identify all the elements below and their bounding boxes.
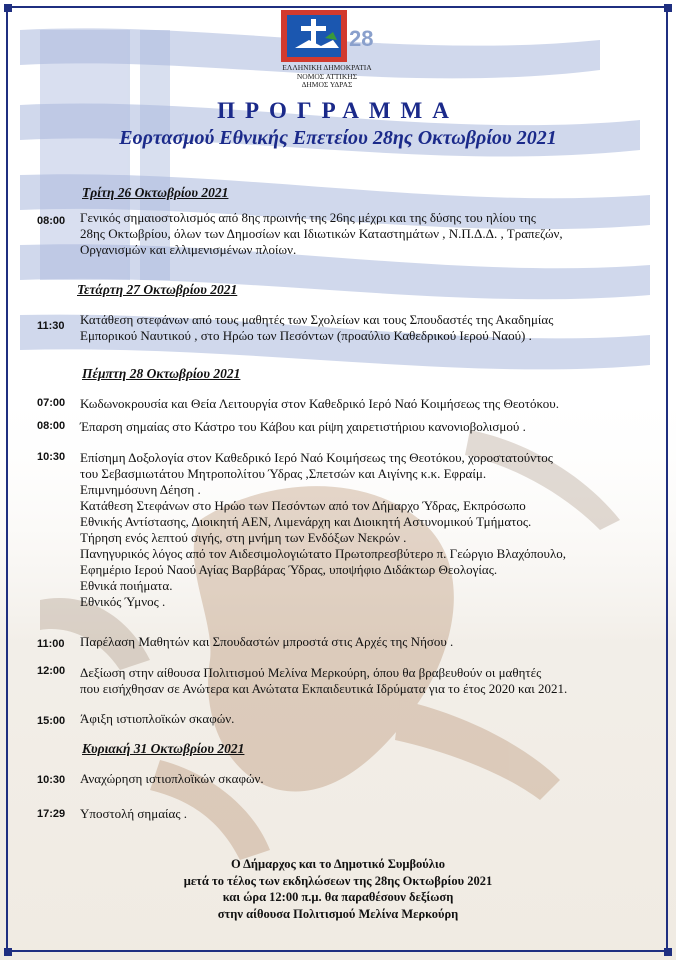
agency-line: ΕΛΛΗΝΙΚΗ ΔΗΜΟΚΡΑΤΙΑ xyxy=(282,63,372,72)
event-time: 10:30 xyxy=(37,774,66,786)
event-line: Κατάθεση Στεφάνων στο Ηρώο των Πεσόντων από τον Δήμαρχο Ύδρας, Εκπρόσωπο xyxy=(80,498,526,513)
page-title: ΠΡΟΓΡΑΜΜΑ xyxy=(217,98,459,123)
closing-line: Ο Δήμαρχος και το Δημοτικό Συμβούλιο xyxy=(230,857,446,871)
closing-line: στην αίθουσα Πολιτισμού Μελίνα Μερκούρη xyxy=(217,906,459,921)
event-description xyxy=(80,396,660,412)
event-line: Άφιξη ιστιοπλοϊκών σκαφών. xyxy=(80,711,235,726)
event-time: 08:00 xyxy=(37,215,66,227)
event-line: 28ης Οκτωβρίου, όλων των Δημοσίων και Ιδιωτικών Καταστημάτων , Ν.Π.Δ.Δ. , Τραπεζών, xyxy=(80,226,563,241)
agency-line: ΔΗΜΟΣ ΥΔΡΑΣ xyxy=(301,80,353,89)
event-time: 07:00 xyxy=(37,397,66,409)
event-description xyxy=(80,634,660,650)
event-line: Γενικός σημαιοστολισμός από 8ης πρωινής της 26ης μέχρι και της δύσης του ηλίου της xyxy=(80,210,536,225)
event-line: Εθνικά ποιήματα. xyxy=(80,578,173,593)
event-time: 11:00 xyxy=(37,638,65,650)
event-line: Δεξίωση στην αίθουσα Πολιτισμού Μελίνα Μερκούρη, όπου θα βραβευθούν οι μαθητές xyxy=(80,665,542,680)
day-heading: Κυριακή 31 Οκτωβρίου 2021 xyxy=(82,741,245,756)
event-line: Τήρηση ενός λεπτού σιγής, στη μνήμη των Ενδόξων Νεκρών . xyxy=(80,530,407,545)
event-line: Κατάθεση στεφάνων από τους μαθητές των Σχολείων και τους Σπουδαστές της Ακαδημίας xyxy=(80,312,554,327)
event-line: Εφημέριο Ιερού Ναού Αγίας Βαρβάρας Ύδρας, υποψήφιο Διδάκτωρ Θεολογίας. xyxy=(80,562,498,577)
event-description xyxy=(80,419,660,435)
event-time: 17:29 xyxy=(37,808,66,820)
event-description xyxy=(80,665,660,697)
event-line: του Σεβασμιωτάτου Μητροπολίτου Ύδρας ,Σπετσών και Αιγίνης κ.κ. Εφραίμ. xyxy=(80,466,487,481)
day-heading: Πέμπτη 28 Οκτωβρίου 2021 xyxy=(82,366,241,381)
event-line: Εθνικής Αντίστασης, Διοικητή ΑΕΝ, Λιμενάρχη και Διοικητή Αστυνομικού Τμήματος. xyxy=(80,514,532,529)
event-line: που εισήχθησαν σε Ανώτερα και Ανώτατα Εκπαιδευτικά Ιδρύματα για το έτος 2020 και 2021. xyxy=(80,681,568,696)
event-line: Αναχώρηση ιστιοπλοϊκών σκαφών. xyxy=(80,771,264,786)
event-line: Πανηγυρικός λόγος από τον Αιδεσιμολογιώτατο Πρωτοπρεσβύτερο π. Γεώργιο Βλαχόπουλο, xyxy=(80,546,567,561)
event-line: Έπαρση σημαίας στο Κάστρο του Κάβου και ρίψη χαιρετιστήριου κανονιοβολισμού . xyxy=(80,419,526,434)
event-time: 15:00 xyxy=(37,715,66,727)
day-heading: Τετάρτη 27 Οκτωβρίου 2021 xyxy=(77,282,238,297)
closing-line: μετά το τέλος των εκδηλώσεων της 28ης Οκτωβρίου 2021 xyxy=(183,873,493,888)
event-time: 12:00 xyxy=(37,665,66,677)
closing-line: και ώρα 12:00 π.μ. θα παραθέσουν δεξίωση xyxy=(222,890,454,904)
event-description xyxy=(80,450,660,610)
day-heading: Τρίτη 26 Οκτωβρίου 2021 xyxy=(82,185,229,200)
event-line: Παρέλαση Μαθητών και Σπουδαστών μπροστά στις Αρχές της Νήσου . xyxy=(80,634,454,649)
page-subtitle: Εορτασμού Εθνικής Επετείου 28ης Οκτωβρίου 2021 xyxy=(119,127,557,149)
municipality-emblem-icon xyxy=(281,10,373,62)
event-line: Εμπορικού Ναυτικού , στο Ηρώο των Πεσόντων (προαύλιο Καθεδρικού Ιερού Ναού) . xyxy=(80,328,532,343)
event-description xyxy=(80,806,660,822)
event-line: Εθνικός Ύμνος . xyxy=(80,594,166,609)
event-time: 11:30 xyxy=(37,320,65,332)
event-line: Οργανισμών και ελλιμενισμένων πλοίων. xyxy=(80,242,297,257)
agency-line: ΝΟΜΟΣ ΑΤΤΙΚΗΣ xyxy=(296,71,358,81)
event-description xyxy=(80,711,660,727)
issuing-authority xyxy=(250,64,404,90)
event-line: Επίσημη Δοξολογία στον Καθεδρικό Ιερό Ναό Κοιμήσεως της Θεοτόκου, χοροστατούντος xyxy=(80,450,553,465)
event-line: Επιμνημόσυνη Δέηση . xyxy=(80,482,201,497)
emblem-number: 28 xyxy=(349,26,373,51)
event-line: Υποστολή σημαίας . xyxy=(80,806,187,821)
event-time: 08:00 xyxy=(37,420,66,432)
event-description xyxy=(80,312,660,344)
event-time: 10:30 xyxy=(37,451,66,463)
event-description xyxy=(80,210,660,258)
closing-note xyxy=(0,856,676,922)
event-description xyxy=(80,771,660,787)
event-line: Κωδωνοκρουσία και Θεία Λειτουργία στον Καθεδρικό Ιερό Ναό Κοιμήσεως της Θεοτόκου. xyxy=(80,396,559,411)
